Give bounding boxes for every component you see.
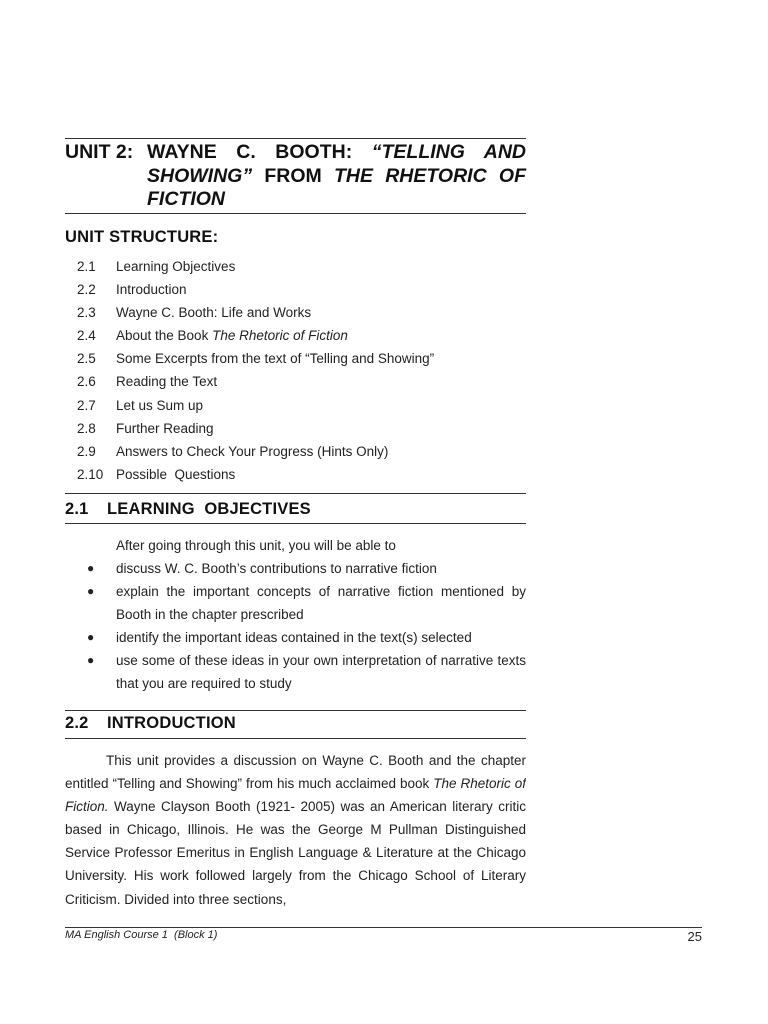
title-top-rule [65,138,526,139]
unit-structure-heading: UNIT STRUCTURE: [65,228,219,246]
title-bottom-rule [65,213,526,214]
toc-item: 2.10 Possible Questions [77,466,236,482]
toc-item: 2.8 Further Reading [77,420,214,436]
objectives-heading: 2.1 LEARNING OBJECTIVES [65,500,311,518]
footer-rule [65,927,702,928]
introduction-heading: 2.2 INTRODUCTION [65,714,236,732]
objectives-bottom-rule [65,523,526,524]
list-item: ● use some of these ideas in your own interpretation of narrative texts that you are required to study [87,649,526,695]
objectives-top-rule [65,493,526,494]
unit-label: UNIT 2: [65,141,134,163]
unit-title [65,141,526,212]
unit-title-line-2: SHOWING” FROM THE RHETORIC OF [147,164,526,187]
toc-item: 2.5 Some Excerpts from the text of “Telling and Showing” [77,351,435,367]
page-number: 25 [687,929,702,944]
objectives-intro: After going through this unit, you will be able to [116,538,396,553]
footer-course: MA English Course 1 (Block 1) [65,929,218,941]
toc-item: 2.2 Introduction [77,282,187,298]
toc-item: 2.4 About the Book The Rhetoric of Fiction [77,328,348,344]
bullet-icon: ● [87,653,95,667]
list-item: ● explain the important concepts of narrative fiction mentioned by Booth in the chapter prescribed [87,580,526,626]
toc-item: 2.3 Wayne C. Booth: Life and Works [77,305,312,321]
unit-title-line-1: WAYNE C. BOOTH: “TELLING AND [147,141,526,163]
introduction-top-rule [65,710,526,711]
bullet-icon: ● [87,630,95,644]
objectives-list [87,557,526,695]
toc-item: 2.9 Answers to Check Your Progress (Hints Only) [77,443,389,459]
list-item: ● identify the important ideas contained in the text(s) selected [87,626,526,649]
bullet-icon: ● [87,561,95,575]
introduction-bottom-rule [65,738,526,739]
toc-item: 2.1 Learning Objectives [77,259,236,274]
unit-structure-list [77,255,497,486]
unit-title-line-3: FICTION [147,188,225,210]
introduction-paragraph: This unit provides a discussion on Wayne C. Booth and the chapter entitled “Telling and Showing” from his much acclaimed book The Rhetoric of Fiction. Wayne Clayson Booth (1921- 2005) was an American literary critic based in Chicago, Illinois. He was the George M Pullman Distinguished Service Professor Emeritus in English Language & Literature at the Chicago University. His work followed largely from the Chicago School of Literary Criticism. Divided into three sections, [65,753,526,907]
toc-item: 2.7 Let us Sum up [77,397,204,413]
bullet-icon: ● [87,584,95,598]
toc-item: 2.6 Reading the Text [77,374,218,390]
list-item: ● discuss W. C. Booth’s contributions to narrative fiction [87,557,526,580]
